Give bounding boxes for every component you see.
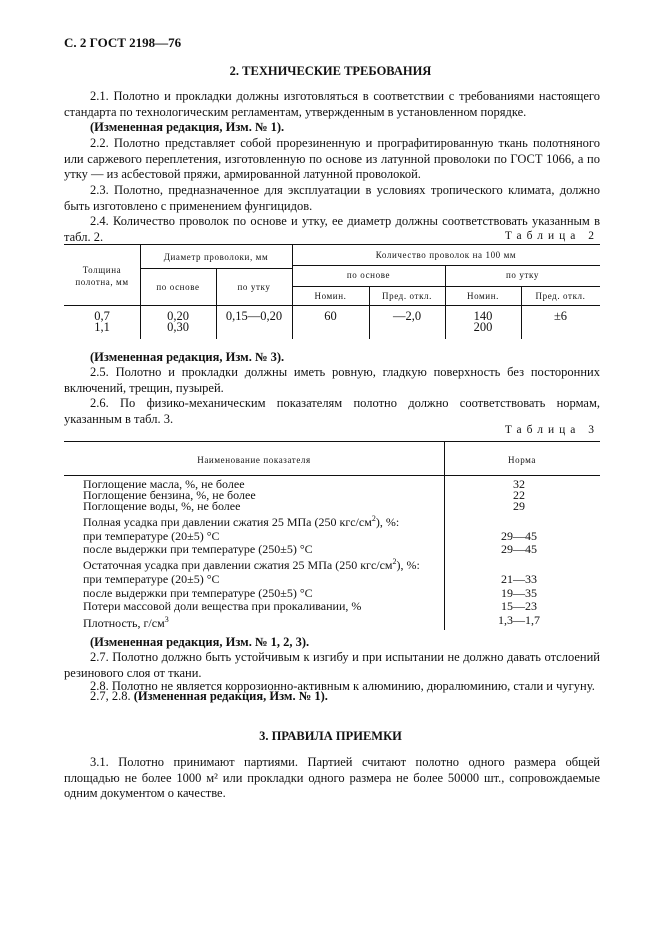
table-2-header-thickness: Толщина полотна, мм [75,265,129,287]
table-3-row-value: 22 [513,488,525,502]
table-2-header-dev-2: Пред. откл. [535,291,586,301]
table-3-row-name: после выдержки при температуре (250±5) °С [83,542,313,556]
table-3-row-value: 29 [513,499,525,513]
table-3-row-name: при температуре (20±5) °С [83,572,220,586]
table-2-cell: 0,7 [94,309,110,323]
table-3-row-value: 1,3—1,7 [498,613,540,627]
table-3-row-value: 15—23 [501,599,537,613]
table-3-row-name: Поглощение воды, %, не более [83,499,241,513]
table-3-row-name: Поглощение бензина, %, не более [83,488,256,502]
table-3-row-value: 21—33 [501,572,537,586]
table-3-row-name: Плотность, $г/см^3$ [83,615,169,630]
paragraph-2-8: 2.8. Полотно не является коррозионно-активным к алюминию, дюралюминию, стали и чугуну. [90,679,595,693]
table-2-caption: Таблица 2 [504,230,599,242]
table-3-row-name: при температуре (20±5) °С [83,529,220,543]
paragraph-3-1: 3.1. Полотно принимают партиями. Партией считают полотно одного размера общей площадью не более 1000 м² или прокладки одного размера не более 50000 шт., сопровождаемые одним документом о качестве. [64,755,600,801]
page-header: С. 2 ГОСТ 2198—76 [64,35,182,50]
table-3-row-name: Остаточная усадка при давлении сжатия 25 МПа (250 кгс/$см^2$), %: [83,557,420,572]
table-2-header-diam-weft: по утку [237,282,271,292]
paragraph-2-3: 2.3. Полотно, предназначенное для эксплуатации в условиях тропического климата, должно быть изготовлено с применением фунгицидов. [64,183,600,213]
paragraph-2-1-note: (Измененная редакция, Изм. № 1). [90,120,285,134]
table-2-cell: 200 [473,320,493,334]
paragraph-2-4: 2.4. Количество проволок по основе и утку, ее диаметр должны соответствовать указанным в табл. 2. [64,214,600,244]
table-2-header-count: Количество проволок на 100 мм [375,250,517,260]
table-2-header-diam-base: по основе [156,282,200,292]
section-3-title: 3. ПРАВИЛА ПРИЕМКИ [259,729,402,743]
table-2-header-nom-1: Номин. [314,291,347,301]
table-3-row-value: 19—35 [501,586,537,600]
table-2-cell: ±6 [553,309,568,323]
table-2-note: (Измененная редакция, Изм. № 3). [90,350,285,364]
paragraph-2-2: 2.2. Полотно представляет собой прорезиненную и прографитированную ткань полотняного или саржевого переплетения, изготовленную по основе из латунной проволоки по ГОСТ 1066, а по утку — из асбестовой пряжи, армированной латунной проволокой. [64,136,600,182]
table-2-cell: —2,0 [392,309,422,323]
paragraph-2-7-2-8-note: 2.7, 2.8. (Измененная редакция, Изм. № 1). [90,689,328,703]
table-2-cell: 0,30 [167,320,189,334]
paragraph-2-6: 2.6. По физико-механическим показателям полотно должно соответствовать нормам, указанным в табл. 3. [64,396,600,426]
table-3-caption: Таблица 3 [504,424,599,436]
table-2-header-dev-1: Пред. откл. [382,291,432,301]
table-3-row-value: 29—45 [501,529,537,543]
table-2-cell: 140 [473,309,493,323]
table-3-row-name: Потери массовой доли вещества при прокаливании, % [83,599,362,613]
table-2-header-count-weft: по утку [506,270,539,280]
table-2-header-nom-2: Номин. [466,291,499,301]
table-3-header-name: Наименование показателя [197,455,311,465]
table-2-cell: 0,20 [167,309,189,323]
table-2-cell: 60 [324,309,337,323]
paragraph-2-7: 2.7. Полотно должно быть устойчивым к изгибу и при испытании не должно давать отслоений резинового слоя от ткани. [64,650,600,680]
table-3-row-value: 29—45 [501,542,537,556]
table-2-header-count-base: по основе [346,270,391,280]
section-2-title: 2. ТЕХНИЧЕСКИЕ ТРЕБОВАНИЯ [229,64,432,78]
table-3-row-value: 32 [513,477,525,491]
table-2-header-diameter: Диаметр проволоки, мм [163,252,269,262]
table-3-row-name: Поглощение масла, %, не более [83,477,245,491]
table-3-header-norm: Норма [508,455,536,465]
table-3-row-name: после выдержки при температуре (250±5) °С [83,586,313,600]
table-3-row-name: Полная усадка при давлении сжатия 25 МПа (250 кгс/$см^2$), %: [83,514,400,529]
paragraph-2-5: 2.5. Полотно и прокладки должны иметь ровную, гладкую поверхность без посторонних включений, трещин, пузырей. [64,365,600,395]
table-2-cell: 1,1 [94,320,110,334]
paragraph-2-1: 2.1. Полотно и прокладки должны изготовляться в соответствии с требованиями настоящего стандарта по технологическим регламентам, утвержденным в установленном порядке. [64,89,600,119]
table-2-cell: 0,15—0,20 [225,309,283,323]
table-3-note: (Измененная редакция, Изм. № 1, 2, 3). [90,635,310,649]
